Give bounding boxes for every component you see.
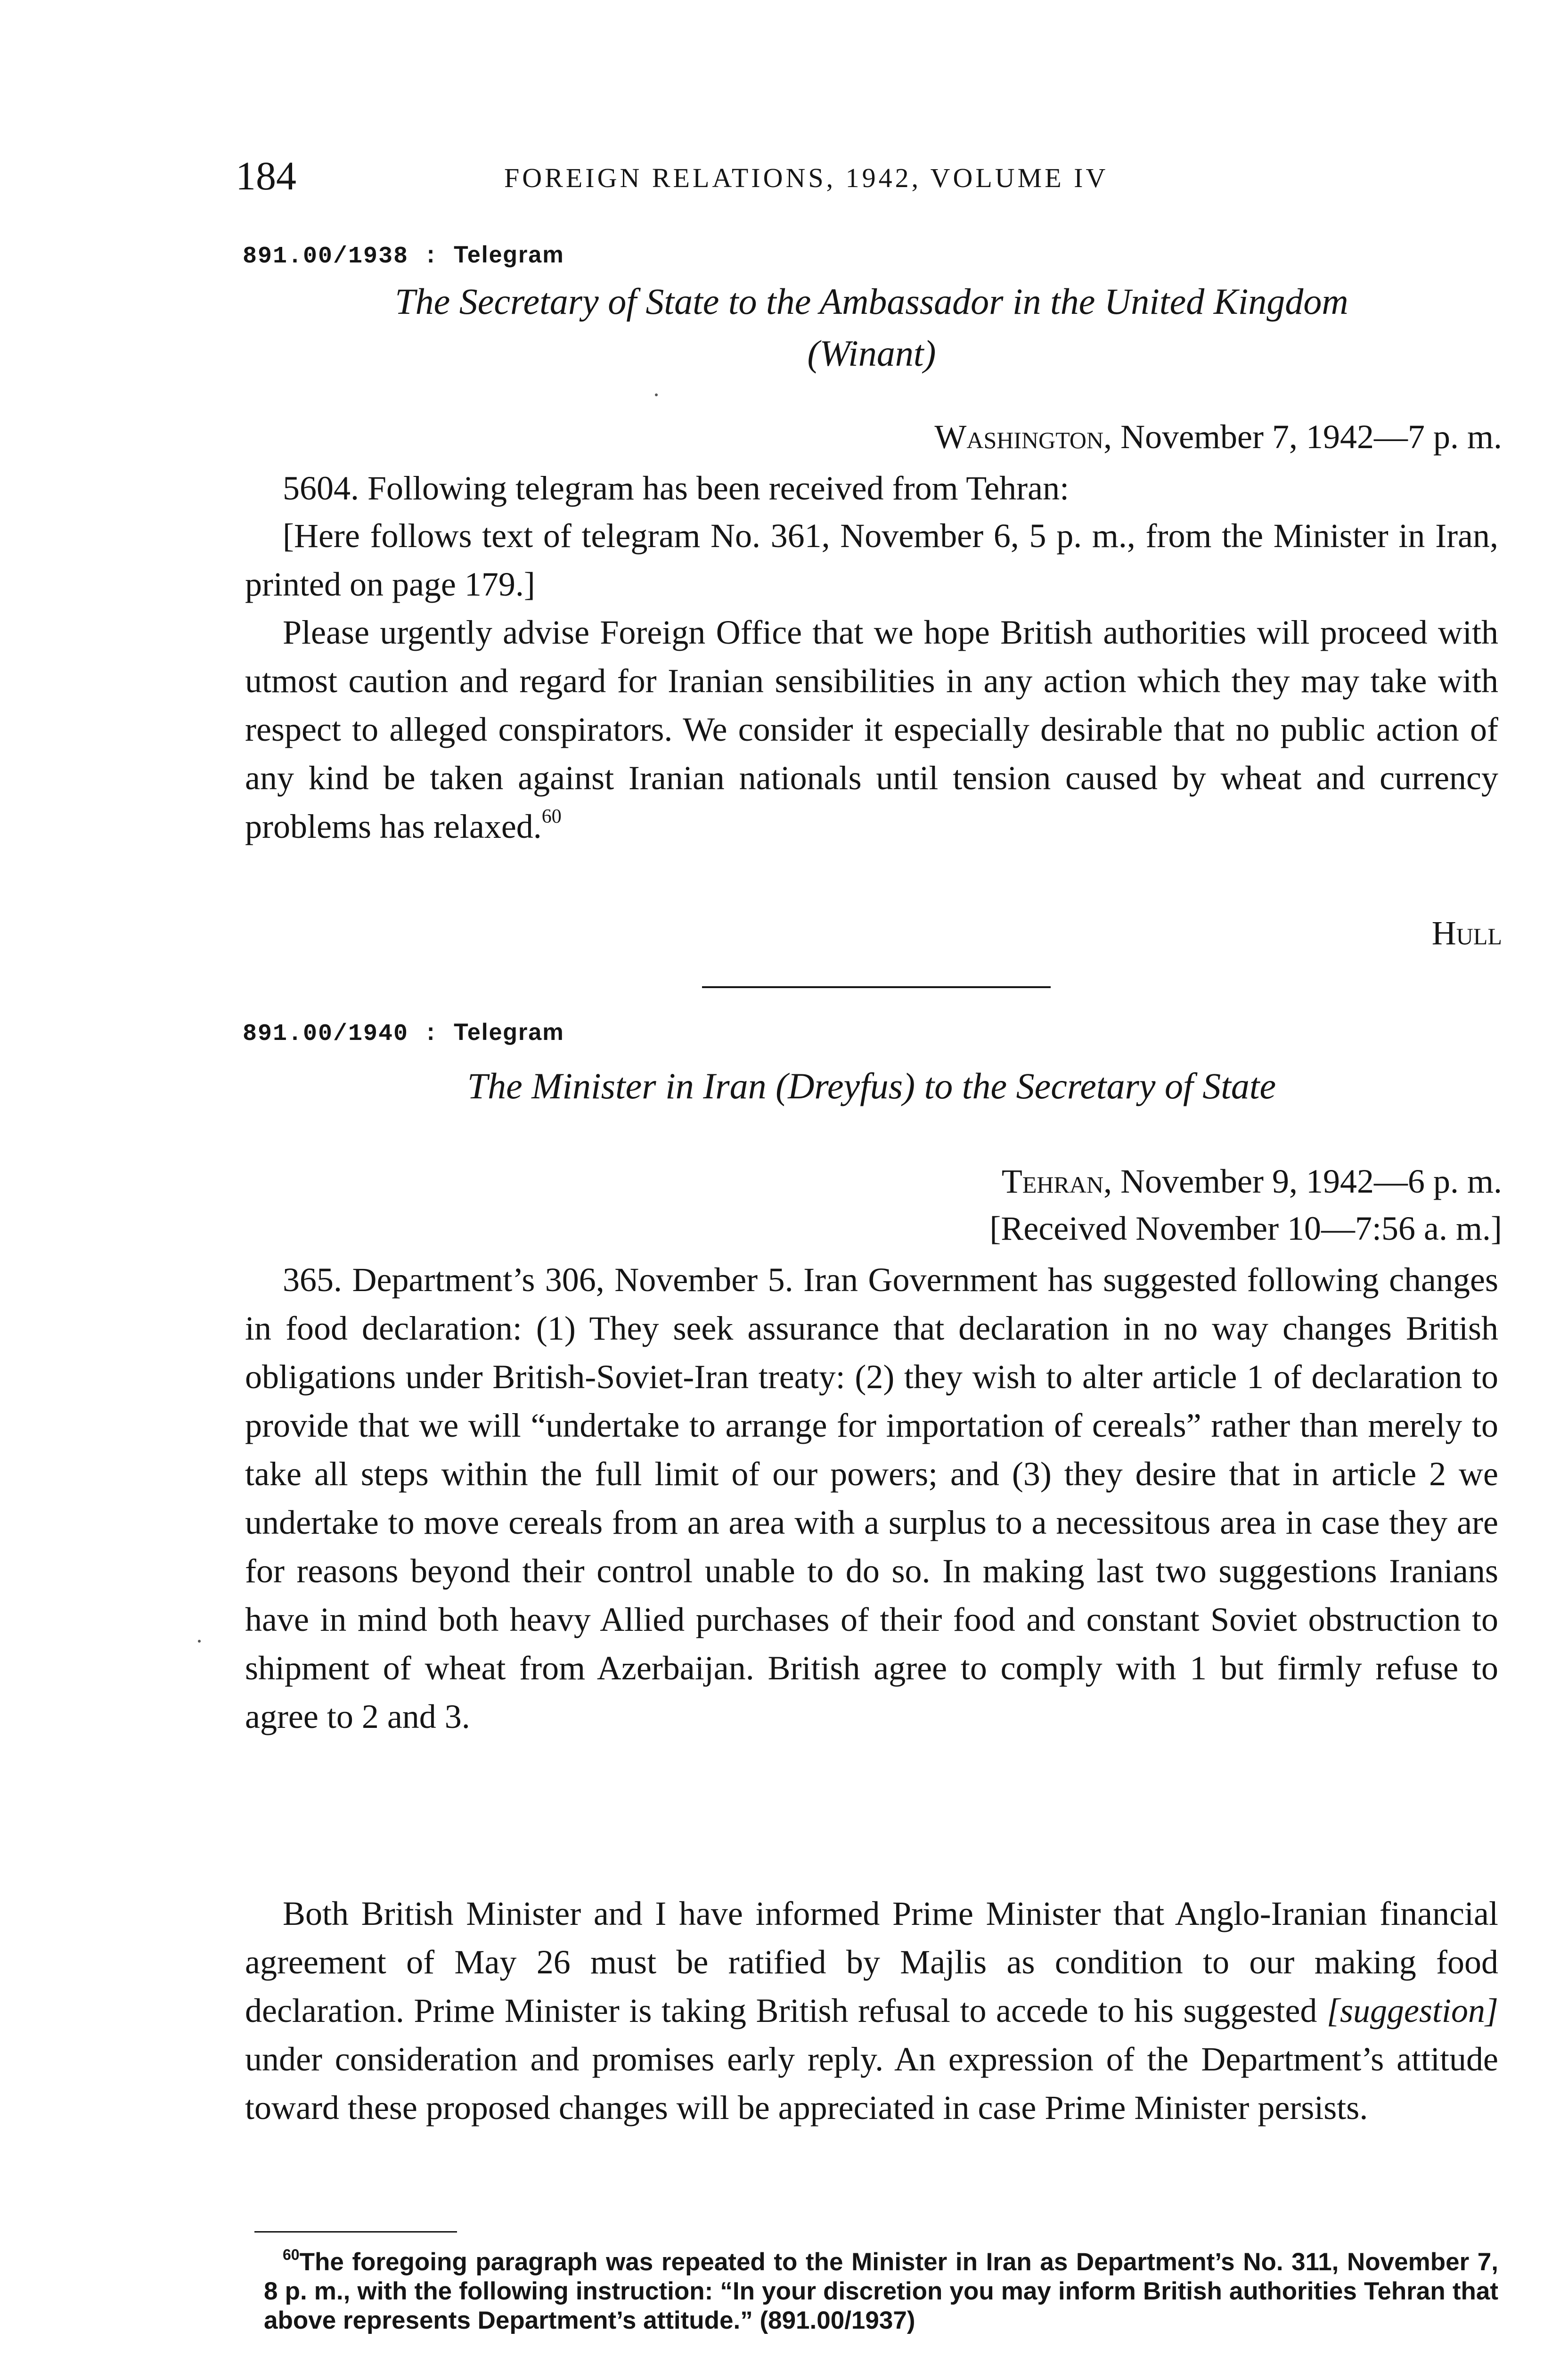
dateline — [1002, 1157, 1502, 1206]
signature: Hull — [1431, 914, 1502, 952]
editorial-insertion: [suggestion] — [1326, 1992, 1498, 2029]
print-speck — [655, 393, 658, 396]
footnote-reference: 60 — [541, 806, 562, 827]
dateline-date: November 7, 1942—7 p. m. — [1120, 418, 1502, 456]
document-heading — [236, 276, 1508, 379]
page-number: 184 — [236, 153, 296, 198]
received-line: [Received November 10—7:56 a. m.] — [989, 1210, 1502, 1247]
dateline-date: November 9, 1942—6 p. m. — [1120, 1162, 1502, 1200]
dateline-place: Washington, — [934, 418, 1112, 456]
dateline-place: Tehran, — [1001, 1162, 1112, 1200]
heading-line: The Secretary of State to the Ambassador in the United Kingdom — [395, 281, 1348, 322]
footnote-number: 60 — [283, 2246, 300, 2263]
section-divider — [702, 986, 1051, 988]
paragraph: [Here follows text of telegram No. 361, November 6, 5 p. m., from the Minister in Iran, printed on page 179.] — [245, 517, 1498, 603]
running-title: FOREIGN RELATIONS, 1942, VOLUME IV — [504, 163, 1109, 193]
paragraph: 365. Department’s 306, November 5. Iran Government has suggested following changes in food declaration: (1) They seek assurance that declaration in no way changes British obligations under British-Soviet-Iran treaty: (2) they wish to alter article 1 of declaration to provide that we will “undertake to arrange for importation of cereals” rather than merely to take all steps within the full limit of our powers; and (3) they desire that in article 2 we undertake to move cereals from an area with a surplus to a necessitous area in case they are for reasons beyond their control unable to do so. In making last two suggestions Iranians have in mind both heavy Allied purchases of their food and constant Soviet obstruction to shipment of wheat from Azerbaijan. British agree to comply with 1 but firmly refuse to agree to 2 and 3. — [245, 1261, 1498, 1735]
file-number: 891.00/1940 : Telegram — [243, 1019, 564, 1047]
paragraph: Please urgently advise Foreign Office that we hope British authorities will proceed with utmost caution and regard for Iranian sensibilities in any action which they may take with respect to alleged conspirators. We consider it especially desirable that no public action of any kind be taken against Iranian nationals until tension caused by wheat and currency problems has relaxed.$^{60}$ — [245, 614, 1498, 845]
footnote-rule — [254, 2231, 457, 2233]
heading-line: (Winant) — [807, 333, 936, 374]
dateline — [934, 412, 1502, 461]
paragraph: 5604. Following telegram has been received from Tehran: — [283, 469, 1070, 507]
file-number: 891.00/1938 : Telegram — [243, 241, 564, 270]
paragraph: Both British Minister and I have informed Prime Minister that Anglo-Iranian financial agreement of May 26 must be ratified by Majlis as condition to our making food declaration. Prime Minister is taking British refusal to accede to his suggested [suggestion] under consideration and promises early reply. An expression of the Department’s attitude toward these proposed changes will be appreciated in case Prime Minister persists. — [245, 1895, 1498, 2127]
print-speck — [198, 1640, 201, 1643]
running-header — [236, 150, 1555, 202]
footnote: $^{60}$The foregoing paragraph was repeated to the Minister in Iran as Department’s No. 311, November 7, 8 p. m., with the following instruction: “In your discretion you may inform British authorities Tehran that above represents Department’s attitude.” (891.00/1937) — [264, 2246, 1498, 2334]
heading-line: The Minister in Iran (Dreyfus) to the Secretary of State — [467, 1065, 1276, 1106]
document-heading — [236, 1060, 1508, 1112]
